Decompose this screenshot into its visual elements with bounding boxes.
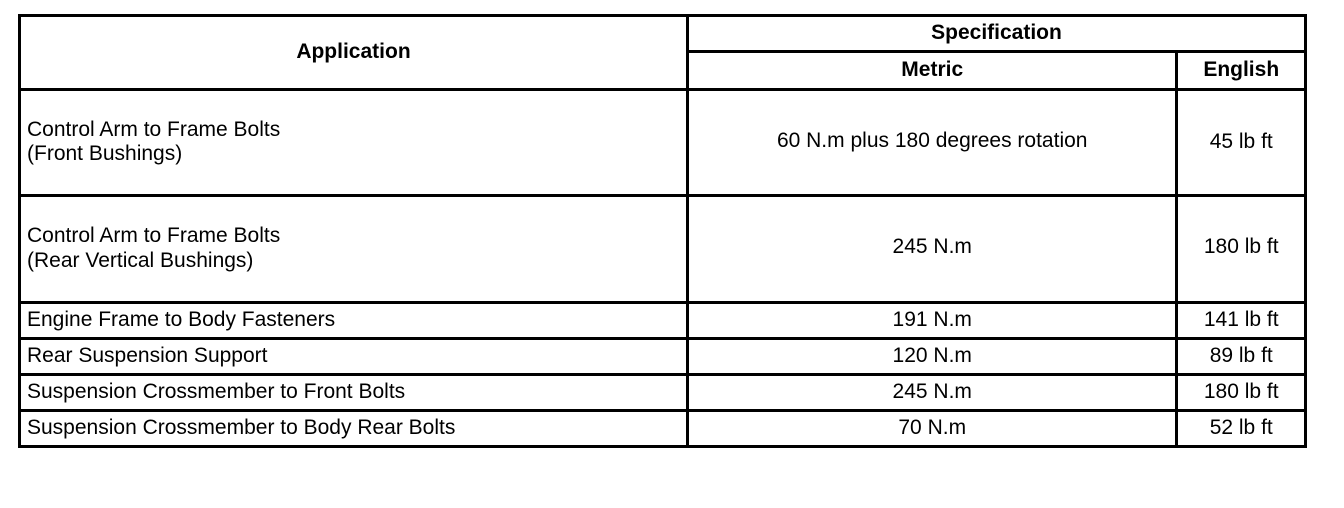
application-cell bbox=[20, 196, 688, 303]
table-row bbox=[20, 90, 1306, 196]
application-line2: (Front Bushings) bbox=[27, 142, 183, 165]
header-application: Application bbox=[20, 16, 688, 90]
metric-value: 60 N.m plus 180 degrees rotation bbox=[776, 128, 1088, 152]
english-value: 180 lb ft bbox=[1203, 235, 1279, 259]
application-line2: (Rear Vertical Bushings) bbox=[27, 248, 254, 272]
english-cell: 141 lb ft bbox=[1177, 303, 1306, 339]
application-cell: Suspension Crossmember to Front Bolts bbox=[20, 375, 688, 411]
metric-cell: 120 N.m bbox=[687, 339, 1177, 375]
english-cell: 45 lb ft bbox=[1177, 90, 1306, 196]
english-cell: 180 lb ft bbox=[1177, 375, 1306, 411]
table-row bbox=[20, 339, 1306, 375]
metric-cell: 245 N.m bbox=[687, 375, 1177, 411]
english-cell: 89 lb ft bbox=[1177, 339, 1306, 375]
table-row bbox=[20, 196, 1306, 303]
header-metric: Metric bbox=[687, 52, 1177, 90]
metric-cell bbox=[687, 196, 1177, 303]
header-specification: Specification bbox=[687, 16, 1305, 52]
application-line1: Control Arm to Frame Bolts bbox=[27, 224, 281, 248]
application-cell: Engine Frame to Body Fasteners bbox=[20, 303, 688, 339]
metric-value: 245 N.m bbox=[892, 235, 972, 259]
english-cell bbox=[1177, 196, 1306, 303]
table-row bbox=[20, 303, 1306, 339]
metric-cell: 70 N.m bbox=[687, 411, 1177, 447]
header-english: English bbox=[1177, 52, 1306, 90]
metric-cell bbox=[687, 90, 1177, 196]
application-cell: Suspension Crossmember to Body Rear Bolts bbox=[20, 411, 688, 447]
torque-spec-table bbox=[18, 14, 1307, 448]
application-cell bbox=[20, 90, 688, 196]
application-line1: Control Arm to Frame Bolts bbox=[27, 117, 281, 141]
english-cell: 52 lb ft bbox=[1177, 411, 1306, 447]
metric-cell: 191 N.m bbox=[687, 303, 1177, 339]
table-row bbox=[20, 375, 1306, 411]
application-cell: Rear Suspension Support bbox=[20, 339, 688, 375]
table-row bbox=[20, 411, 1306, 447]
